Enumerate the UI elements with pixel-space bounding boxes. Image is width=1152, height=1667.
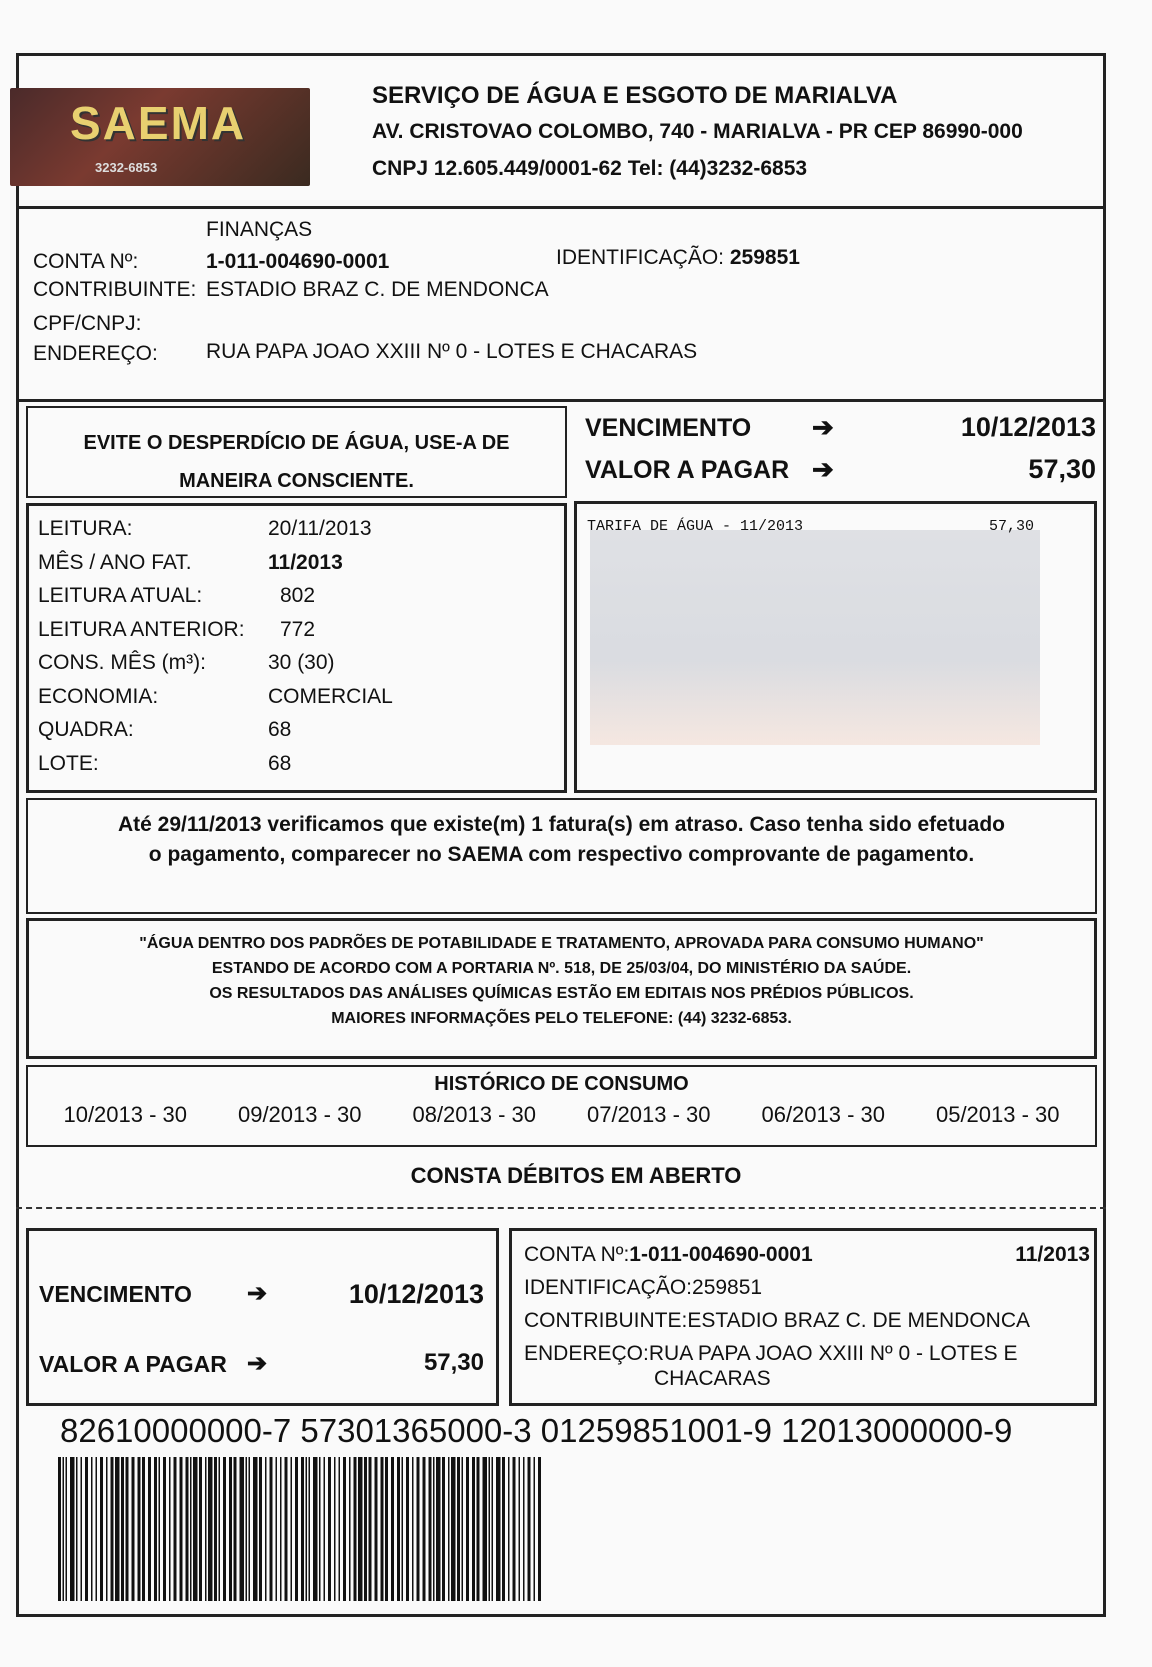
stub-address-line: RUA PAPA JOAO XXIII Nº 0 - LOTES E <box>648 1342 1018 1365</box>
stub-due-date-label: VENCIMENTO <box>39 1281 192 1307</box>
barcode-bar <box>301 1457 304 1601</box>
reading-label: LEITURA ATUAL: <box>38 584 203 607</box>
barcode-bar <box>448 1457 450 1601</box>
arrow-icon: ➔ <box>247 1280 268 1307</box>
reading-label: ECONOMIA: <box>38 684 159 708</box>
stub-due-date: 10/12/2013 <box>348 1279 484 1309</box>
org-cnpj-tel: CNPJ 12.605.449/0001-62 Tel: (44)3232-6853 <box>372 157 808 180</box>
quality-line: ESTANDO DE ACORDO COM A PORTARIA Nº. 518, DE 25/03/04, DO MINISTÉRIO DA SAÚDE. <box>211 960 912 977</box>
barcode-bar <box>412 1457 414 1601</box>
reading-value: 20/11/2013 <box>268 517 372 540</box>
stub-address-label: ENDEREÇO: <box>524 1342 649 1365</box>
arrow-icon: ➔ <box>812 412 834 442</box>
debts-title: CONSTA DÉBITOS EM ABERTO <box>410 1163 742 1188</box>
barcode-bar <box>85 1457 88 1601</box>
address-value: RUA PAPA JOAO XXIII Nº 0 - LOTES E CHACARAS <box>206 340 698 363</box>
reading-box <box>26 503 567 793</box>
history-item: 07/2013 - 30 <box>586 1102 711 1127</box>
barcode-bar <box>240 1457 245 1601</box>
barcode-bar <box>219 1457 221 1601</box>
barcode-bar <box>492 1457 494 1601</box>
arrow-icon: ➔ <box>247 1350 268 1377</box>
charges-box <box>574 501 1097 793</box>
reading-value: COMERCIAL <box>268 684 393 708</box>
stub-account-label: CONTA Nº: <box>524 1243 630 1266</box>
barcode-bar <box>91 1457 93 1601</box>
barcode-bar <box>528 1457 531 1601</box>
barcode-bar <box>291 1457 293 1601</box>
identification <box>556 246 800 270</box>
barcode-bar <box>295 1457 298 1601</box>
stub-account <box>524 1243 813 1267</box>
stub-taxpayer <box>524 1309 1030 1333</box>
reading-value: 68 <box>268 751 292 775</box>
overdue-box <box>26 798 1097 914</box>
reading-value: 802 <box>280 584 316 607</box>
barcode-bar <box>96 1457 98 1601</box>
barcode-bar <box>502 1457 505 1601</box>
quality-line: "ÁGUA DENTRO DOS PADRÕES DE POTABILIDADE E TRATAMENTO, APROVADA PARA CONSUMO HUMANO" <box>139 935 984 952</box>
notice-line: MANEIRA CONSCIENTE. <box>179 470 414 492</box>
barcode-bar <box>313 1457 318 1601</box>
barcode-bar <box>180 1457 183 1601</box>
barcode-bar <box>429 1457 432 1601</box>
quality-box <box>26 918 1097 1059</box>
overdue-line: o pagamento, comparecer no SAEMA com respectivo comprovante de pagamento. <box>148 843 975 866</box>
reading-label: LEITURA ANTERIOR: <box>38 617 245 641</box>
barcode-bar <box>402 1457 404 1601</box>
history-item: 05/2013 - 30 <box>935 1102 1060 1127</box>
barcode-bar <box>229 1457 232 1601</box>
org-address: AV. CRISTOVAO COLOMBO, 740 - MARIALVA - PR CEP 86990-000 <box>372 120 1023 143</box>
stub-amount-label: VALOR A PAGAR <box>39 1351 227 1377</box>
org-name: SERVIÇO DE ÁGUA E ESGOTO DE MARIALVA <box>372 82 898 109</box>
barcode-bar <box>115 1457 120 1601</box>
barcode-bar <box>343 1457 346 1601</box>
stub-account-number: 1-011-004690-0001 <box>629 1243 813 1266</box>
barcode-bar <box>148 1457 151 1601</box>
barcode-bar <box>433 1457 435 1601</box>
stub-identification-value: 259851 <box>692 1276 763 1299</box>
charge-item: TARIFA DE ÁGUA - 11/2013 <box>587 518 804 535</box>
stub-amount: 57,30 <box>423 1349 484 1376</box>
barcode-bar <box>513 1457 516 1601</box>
barcode-bar <box>457 1457 460 1601</box>
stub-taxpayer-label: CONTRIBUINTE: <box>524 1309 688 1332</box>
barcode-bar <box>121 1457 124 1601</box>
reading-value: 30 (30) <box>268 651 335 674</box>
reading-label: CONS. MÊS (m³): <box>38 651 206 674</box>
barcode-bar <box>70 1457 75 1601</box>
barcode-bar <box>253 1457 258 1601</box>
barcode-bar <box>199 1457 202 1601</box>
reading-label: MÊS / ANO FAT. <box>38 550 192 574</box>
barcode-bar <box>417 1457 420 1601</box>
arrow-icon: ➔ <box>812 454 834 484</box>
barcode-bar <box>538 1457 541 1601</box>
barcode-bar <box>369 1457 372 1601</box>
barcode-bar <box>489 1457 491 1601</box>
barcode-bar <box>364 1457 367 1601</box>
barcode-bar <box>472 1457 475 1601</box>
barcode-bar <box>349 1457 351 1601</box>
account-label: CONTA Nº: <box>33 250 139 273</box>
divider <box>16 206 1106 209</box>
reading-value: 68 <box>268 718 292 741</box>
barcode-bar <box>234 1457 237 1601</box>
reading-value: 11/2013 <box>268 550 343 574</box>
barcode-bar <box>280 1457 282 1601</box>
barcode-bar <box>358 1457 363 1601</box>
identification-value: 259851 <box>729 246 800 269</box>
barcode-bar <box>58 1457 61 1601</box>
barcode-bar <box>519 1457 521 1601</box>
taxpayer-label: CONTRIBUINTE: <box>33 278 197 301</box>
barcode-bar <box>163 1457 166 1601</box>
barcode-bar <box>483 1457 488 1601</box>
cut-line <box>16 1207 1106 1209</box>
reading-label: QUADRA: <box>38 718 134 741</box>
history-box <box>26 1065 1097 1147</box>
barcode-bar <box>76 1457 78 1601</box>
barcode-bar <box>186 1457 189 1601</box>
stub-identification <box>524 1276 762 1300</box>
history-item: 10/2013 - 30 <box>63 1102 188 1127</box>
barcode-bar <box>276 1457 278 1601</box>
barcode-bar <box>534 1457 536 1601</box>
barcode-bar <box>508 1457 510 1601</box>
barcode-bar <box>154 1457 157 1601</box>
quality-line: MAIORES INFORMAÇÕES PELO TELEFONE: (44) 3232-6853. <box>331 1010 792 1027</box>
barcode-bar <box>375 1457 378 1601</box>
barcode-bar <box>111 1457 114 1601</box>
barcode-bar <box>385 1457 388 1601</box>
barcode-bar <box>423 1457 426 1601</box>
history-item: 08/2013 - 30 <box>412 1102 537 1127</box>
barcode-bar <box>208 1457 213 1601</box>
stub-due-box <box>26 1228 499 1406</box>
due-date-label: VENCIMENTO <box>585 414 752 442</box>
barcode-bar <box>100 1457 103 1601</box>
stub-info-box <box>509 1228 1097 1406</box>
quality-line: OS RESULTADOS DAS ANÁLISES QUÍMICAS ESTÃO EM EDITAIS NOS PRÉDIOS PÚBLICOS. <box>209 985 914 1002</box>
barcode-bar <box>270 1457 273 1601</box>
taxpayer-name: ESTADIO BRAZ C. DE MENDONCA <box>206 278 549 301</box>
barcode <box>58 1457 758 1601</box>
barcode-bar <box>190 1457 192 1601</box>
reading-label: LOTE: <box>38 751 99 775</box>
logo-text: SAEMA <box>70 97 247 149</box>
barcode-bar <box>436 1457 441 1601</box>
barcode-bar <box>142 1457 145 1601</box>
barcode-bar <box>159 1457 161 1601</box>
cpf-label: CPF/CNPJ: <box>33 312 142 335</box>
amount-due: 57,30 <box>1028 454 1096 484</box>
barcode-bar <box>66 1457 68 1601</box>
barcode-bar <box>259 1457 262 1601</box>
stub-reference: 11/2013 <box>1015 1243 1090 1266</box>
department: FINANÇAS <box>206 218 313 241</box>
barcode-bar <box>339 1457 341 1601</box>
amount-label: VALOR A PAGAR <box>585 456 790 484</box>
barcode-bar <box>169 1457 171 1601</box>
due-date: 10/12/2013 <box>960 412 1096 442</box>
logo-phone: 3232-6853 <box>95 160 158 175</box>
charge-amount: 57,30 <box>988 518 1034 535</box>
stub-taxpayer-name: ESTADIO BRAZ C. DE MENDONCA <box>687 1309 1030 1332</box>
barcode-bar <box>466 1457 469 1601</box>
history-item: 06/2013 - 30 <box>761 1102 886 1127</box>
reading-label: LEITURA: <box>38 517 133 540</box>
history-title: HISTÓRICO DE CONSUMO <box>434 1073 689 1095</box>
barcode-bar <box>106 1457 108 1601</box>
notice-box <box>26 406 567 498</box>
barcode-bar <box>223 1457 226 1601</box>
history-item: 09/2013 - 30 <box>237 1102 362 1127</box>
barcode-bar <box>477 1457 480 1601</box>
identification-label: IDENTIFICAÇÃO: <box>556 246 725 269</box>
barcode-bar <box>319 1457 321 1601</box>
barcode-bar <box>285 1457 288 1601</box>
barcode-bar <box>309 1457 311 1601</box>
barcode-bar <box>442 1457 445 1601</box>
barcode-bar <box>324 1457 326 1601</box>
barcode-bar <box>138 1457 141 1601</box>
barcode-bar <box>328 1457 331 1601</box>
barcode-bar <box>306 1457 308 1601</box>
barcode-bar <box>265 1457 267 1601</box>
barcode-bar <box>451 1457 456 1601</box>
barcode-bar <box>496 1457 501 1601</box>
address-label: ENDEREÇO: <box>33 342 158 365</box>
stub-identification-label: IDENTIFICAÇÃO: <box>524 1276 693 1299</box>
notice-line: EVITE O DESPERDÍCIO DE ÁGUA, USE-A DE <box>83 432 510 454</box>
stub-address-line: CHACARAS <box>654 1367 771 1390</box>
barcode-bar <box>354 1457 357 1601</box>
barcode-bar <box>81 1457 83 1601</box>
overdue-line: Até 29/11/2013 verificamos que existe(m) 1 fatura(s) em atraso. Caso tenha sido efetuado <box>117 813 1005 836</box>
barcode-bar <box>462 1457 464 1601</box>
barcode-digits: 82610000000-7 57301365000-3 01259851001-9 12013000000-9 <box>60 1412 1013 1449</box>
reading-value: 772 <box>280 617 316 641</box>
barcode-bar <box>132 1457 135 1601</box>
barcode-bar <box>391 1457 394 1601</box>
barcode-bar <box>246 1457 248 1601</box>
saema-logo <box>10 88 310 186</box>
barcode-bar <box>397 1457 400 1601</box>
barcode-bar <box>249 1457 251 1601</box>
stub-address <box>524 1342 1018 1366</box>
barcode-bar <box>63 1457 65 1601</box>
barcode-bar <box>334 1457 336 1601</box>
barcode-bar <box>193 1457 198 1601</box>
account-number: 1-011-004690-0001 <box>206 250 390 273</box>
barcode-bar <box>406 1457 409 1601</box>
barcode-bar <box>214 1457 217 1601</box>
barcode-bar <box>381 1457 384 1601</box>
barcode-bar <box>126 1457 129 1601</box>
barcode-bar <box>523 1457 525 1601</box>
barcode-bar <box>174 1457 177 1601</box>
barcode-bar <box>205 1457 207 1601</box>
divider <box>16 399 1106 402</box>
